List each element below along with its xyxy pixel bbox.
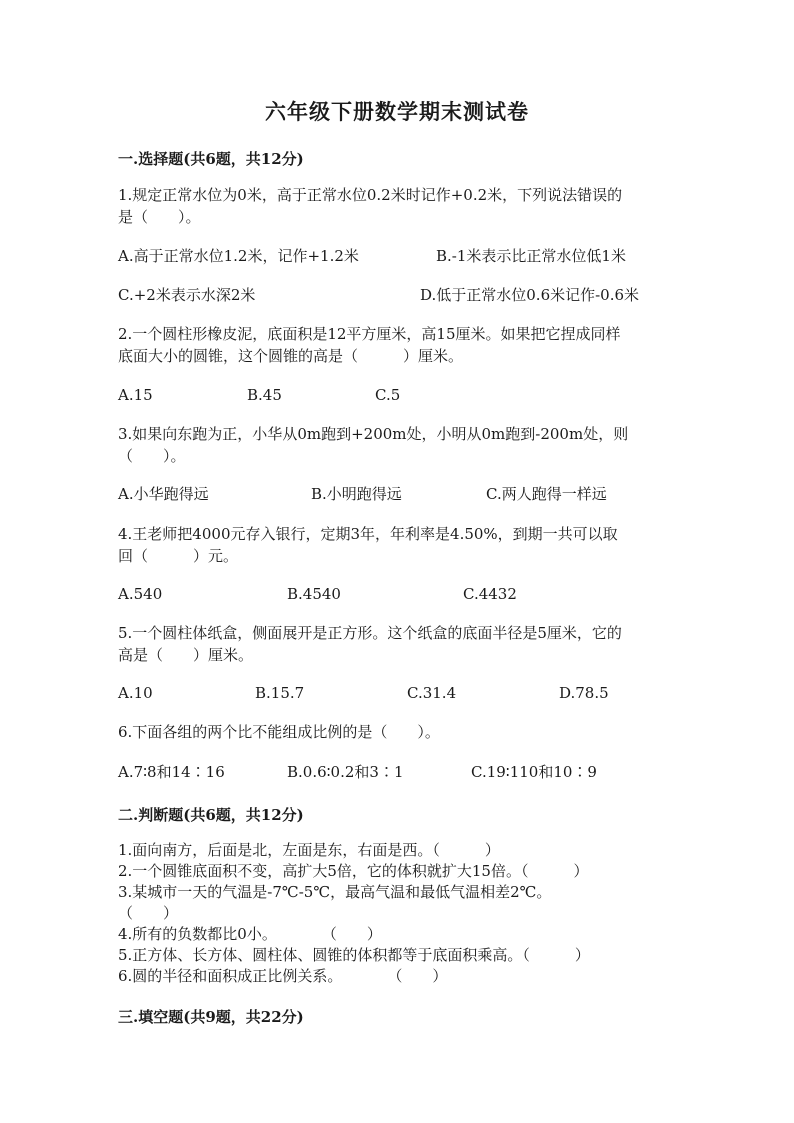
option-a[interactable]: A.高于正常水位1.2米，记作+1.2米 (118, 247, 359, 265)
question-6 (118, 721, 674, 743)
option-c[interactable]: C.31.4 (407, 684, 457, 702)
section-heading-fill-in: 三.填空题(共9题，共22分) (118, 1008, 304, 1026)
question-3 (118, 423, 674, 467)
judgment-item: 3.某城市一天的气温是-7℃-5℃，最高气温和最低气温相差2℃。 (118, 883, 552, 901)
section-heading-choice: 一.选择题(共6题，共12分) (118, 150, 304, 168)
option-c[interactable]: C.两人跑得一样远 (486, 485, 607, 503)
option-a[interactable]: A.小华跑得远 (118, 485, 209, 503)
question-line: 5.一个圆柱体纸盒，侧面展开是正方形。这个纸盒的底面半径是5厘米，它的 (118, 624, 622, 642)
question-5 (118, 622, 674, 666)
question-2 (118, 323, 674, 367)
judgment-item: （ ） (118, 904, 179, 922)
judgment-item: 2.一个圆锥底面积不变，高扩大5倍，它的体积就扩大15倍。（ ） (118, 862, 589, 880)
judgment-item: 1.面向南方，后面是北，左面是东，右面是西。（ ） (118, 841, 500, 859)
judgment-item: 4.所有的负数都比0小。 （ ） (118, 925, 382, 943)
judgment-item: 5.正方体、长方体、圆柱体、圆锥的体积都等于底面积乘高。（ ） (118, 946, 590, 964)
question-line: 2.一个圆柱形橡皮泥，底面积是12平方厘米，高15厘米。如果把它捏成同样 (118, 325, 621, 343)
question-line: 1.规定正常水位为0米，高于正常水位0.2米时记作+0.2米，下列说法错误的 (118, 186, 623, 204)
judgment-item: 6.圆的半径和面积成正比例关系。 （ ） (118, 967, 448, 985)
option-b[interactable]: B.15.7 (255, 684, 305, 702)
option-a[interactable]: A.540 (118, 585, 163, 603)
option-c[interactable]: C.19∶110和10∶9 (471, 763, 597, 781)
option-b[interactable]: B.0.6∶0.2和3∶1 (287, 763, 404, 781)
question-1 (118, 184, 674, 228)
page-title: 六年级下册数学期末测试卷 (265, 99, 529, 124)
question-line: （ ）。 (118, 447, 186, 465)
question-line: 6.下面各组的两个比不能组成比例的是（ ）。 (118, 723, 440, 741)
question-line: 高是（ ）厘米。 (118, 646, 254, 664)
question-line: 4.王老师把4000元存入银行，定期3年，年利率是4.50%，到期一共可以取 (118, 525, 618, 543)
option-b[interactable]: B.4540 (287, 585, 341, 603)
question-line: 是（ ）。 (118, 208, 201, 226)
question-line: 回（ ）元。 (118, 547, 239, 565)
option-d[interactable]: D.低于正常水位0.6米记作-0.6米 (420, 286, 640, 304)
question-line: 底面大小的圆锥，这个圆锥的高是（ ）厘米。 (118, 347, 464, 365)
option-b[interactable]: B.小明跑得远 (311, 485, 402, 503)
option-b[interactable]: B.-1米表示比正常水位低1米 (436, 247, 626, 265)
option-d[interactable]: D.78.5 (559, 684, 609, 702)
option-c[interactable]: C.4432 (463, 585, 517, 603)
option-c[interactable]: C.5 (375, 386, 401, 404)
question-4 (118, 523, 674, 567)
section-heading-judgment: 二.判断题(共6题，共12分) (118, 806, 304, 824)
question-line: 3.如果向东跑为正，小华从0m跑到+200m处，小明从0m跑到-200m处，则 (118, 425, 629, 443)
option-a[interactable]: A.10 (118, 684, 153, 702)
option-c[interactable]: C.+2米表示水深2米 (118, 286, 256, 304)
option-a[interactable]: A.15 (118, 386, 153, 404)
option-a[interactable]: A.7∶8和14∶16 (118, 763, 225, 781)
option-b[interactable]: B.45 (247, 386, 282, 404)
